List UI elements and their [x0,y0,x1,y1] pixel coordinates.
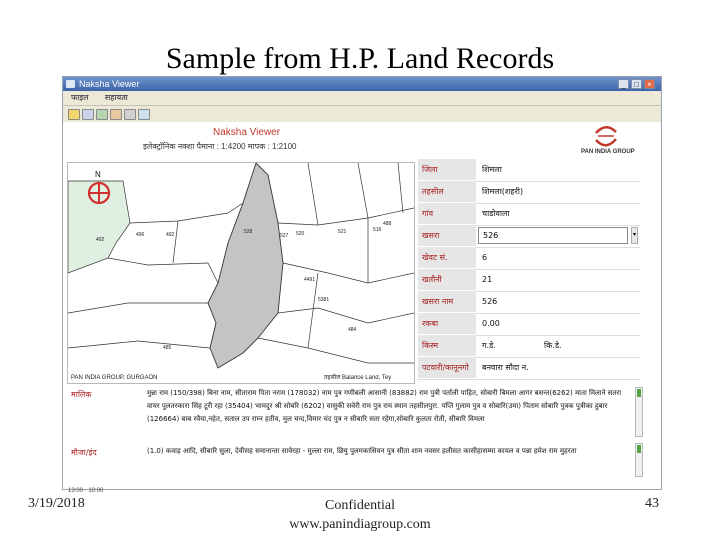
khasra-dropdown-arrow-icon[interactable]: ▾ [631,227,638,244]
khasra-field[interactable] [478,227,628,244]
info-label: गांव [418,203,476,224]
plot-label: 516 [373,227,382,233]
info-row-khatauni [418,269,640,292]
viewer-title: Naksha Viewer [213,127,281,138]
info-label: किस्म [418,335,476,356]
info-value: शिमला(शहरी) [482,187,524,196]
info-value: 0.00 [482,319,500,328]
maximize-button[interactable]: □ [631,79,642,89]
plot-label: 521 [338,229,347,235]
confidential-label: Confidential [325,498,395,513]
tenant-text: (1.0) कवाड़ आदि, सीबारि सुला, देवीसह समानान्ता सावेरहा - मुल्ला राम, छियु पुलमकासियन पुत्र सीता शाम नवसर हलीसत कासीहासम्मा कायल व पन्ना हमेश राम मुहरता [147,447,577,455]
slide-date: 3/19/2018 [28,496,85,511]
open-icon[interactable] [68,109,80,120]
app-icon [66,80,75,88]
plot-label: 484 [348,327,357,333]
info-row-type [418,335,640,358]
zoom-icon[interactable] [110,109,122,120]
khasra-value: 526 [483,231,499,240]
info-label: पटवारी/कानूनगो [418,357,476,378]
plot-label: 528 [244,229,253,235]
ownership-panel [67,385,657,481]
map-panel[interactable] [67,162,415,384]
info-row-district [418,159,640,182]
slide-footer-center [260,496,460,534]
info-value: बनवारा सौदा न. [482,363,529,372]
tenant-scroll-thumb[interactable] [637,445,641,453]
info-row-patwari [418,357,640,380]
help-icon[interactable] [138,109,150,120]
info-row-khasra [418,225,640,248]
plot-label: 492 [166,232,175,238]
info-value: 21 [482,275,493,284]
slide-title: Sample from H.P. Land Records [165,42,555,75]
tenant-label: मौजा/इंद [71,448,97,457]
info-value: 6 [482,253,488,262]
plot-label: 527 [280,233,289,239]
info-value: चाडोवाला [482,209,510,218]
map-footer-right: तहसील Balance Land, Tey [324,375,392,381]
owner-label: मालिक [71,390,92,399]
naksha-viewer-window [62,76,662,490]
website-label: www.panindiagroup.com [289,517,431,532]
info-value-secondary: कि.डे. [544,341,562,350]
minimize-button[interactable]: _ [618,79,629,89]
info-value: शिमला [482,165,502,174]
menu-file[interactable]: फाइल [71,93,89,102]
page-number: 43 [645,496,659,511]
north-label: N [95,170,101,179]
pan-india-logo-icon [593,124,619,148]
info-label: खसरा नाम [418,291,476,312]
land-parcel-map[interactable] [68,163,414,373]
info-row-area [418,313,640,336]
close-button[interactable]: × [644,79,655,89]
info-row-khasra-name [418,291,640,314]
plot-label: 4491 [304,277,316,283]
info-row-village [418,203,640,226]
info-row-tehsil [418,181,640,204]
info-label: रकबा [418,313,476,334]
owner-text: मुन्ना राम (150/398) बिना नाम, सीताराम पिता नराम (178032) नाम पुत्र गणीबली आसानी (83882) राम पुत्री पर्ताली पाहित, सोबारी बिमला आगर बसन्त(6262) माता मिलाने सतरा वायर पुलतरकारा सिंह टूरी रहा (35404) भामदुर श्री सोबरि (6202) वासुकी सवेरी राम पुत्र राम स्थान तहसीलपुरा. पप्ति गुलाम पुत्र व सोबारि(उमा) पिताम सोबारि पुत्रक पुत्रीका हुबार (126664) बाब रवैया,नहेत, सताल उप राम्न हतीव, मुल चन्द,विमार चंद पुत्र न सीबारि सता रहेगा,सोबारि कुलता रोती, सीबारि विमला [147,389,622,423]
info-label: खसरा [418,225,476,246]
plot-label: 492 [96,237,105,243]
info-value: ग.डे. [482,341,496,350]
logo-text: PAN INDIA GROUP [581,149,635,155]
window-title: Naksha Viewer [79,79,140,89]
info-value: 526 [482,297,498,306]
info-label: तहसील [418,181,476,202]
toolbar [63,106,661,123]
plot-label: 520 [296,231,305,237]
info-row-khewat [418,247,640,270]
plot-label: 496 [136,232,145,238]
print-icon[interactable] [82,109,94,120]
map-footer-left: PAN INDIA GROUP, GURGAON [71,375,158,381]
bottom-status: 13:00 · 10:00 [68,488,104,494]
viewer-header [63,122,661,162]
settings-icon[interactable] [124,109,136,120]
plot-label: 5381 [318,297,330,303]
info-label: जिला [418,159,476,180]
tenant-scrollbar[interactable] [635,443,643,477]
plot-label: 488 [383,221,392,227]
scale-info: इलेक्ट्रॉनिक नक्शा पैमाना : 1:4200 मापक : 1:2100 [143,142,297,151]
window-titlebar[interactable] [63,77,661,91]
info-label: खेवट सं. [418,247,476,268]
menubar [63,91,661,106]
plot-label: 485 [163,345,172,351]
owner-scroll-thumb[interactable] [637,389,641,397]
owner-scrollbar[interactable] [635,387,643,437]
info-label: खतौनी [418,269,476,290]
save-icon[interactable] [96,109,108,120]
map-footer [68,373,414,383]
menu-help[interactable]: सहायता [104,93,128,102]
